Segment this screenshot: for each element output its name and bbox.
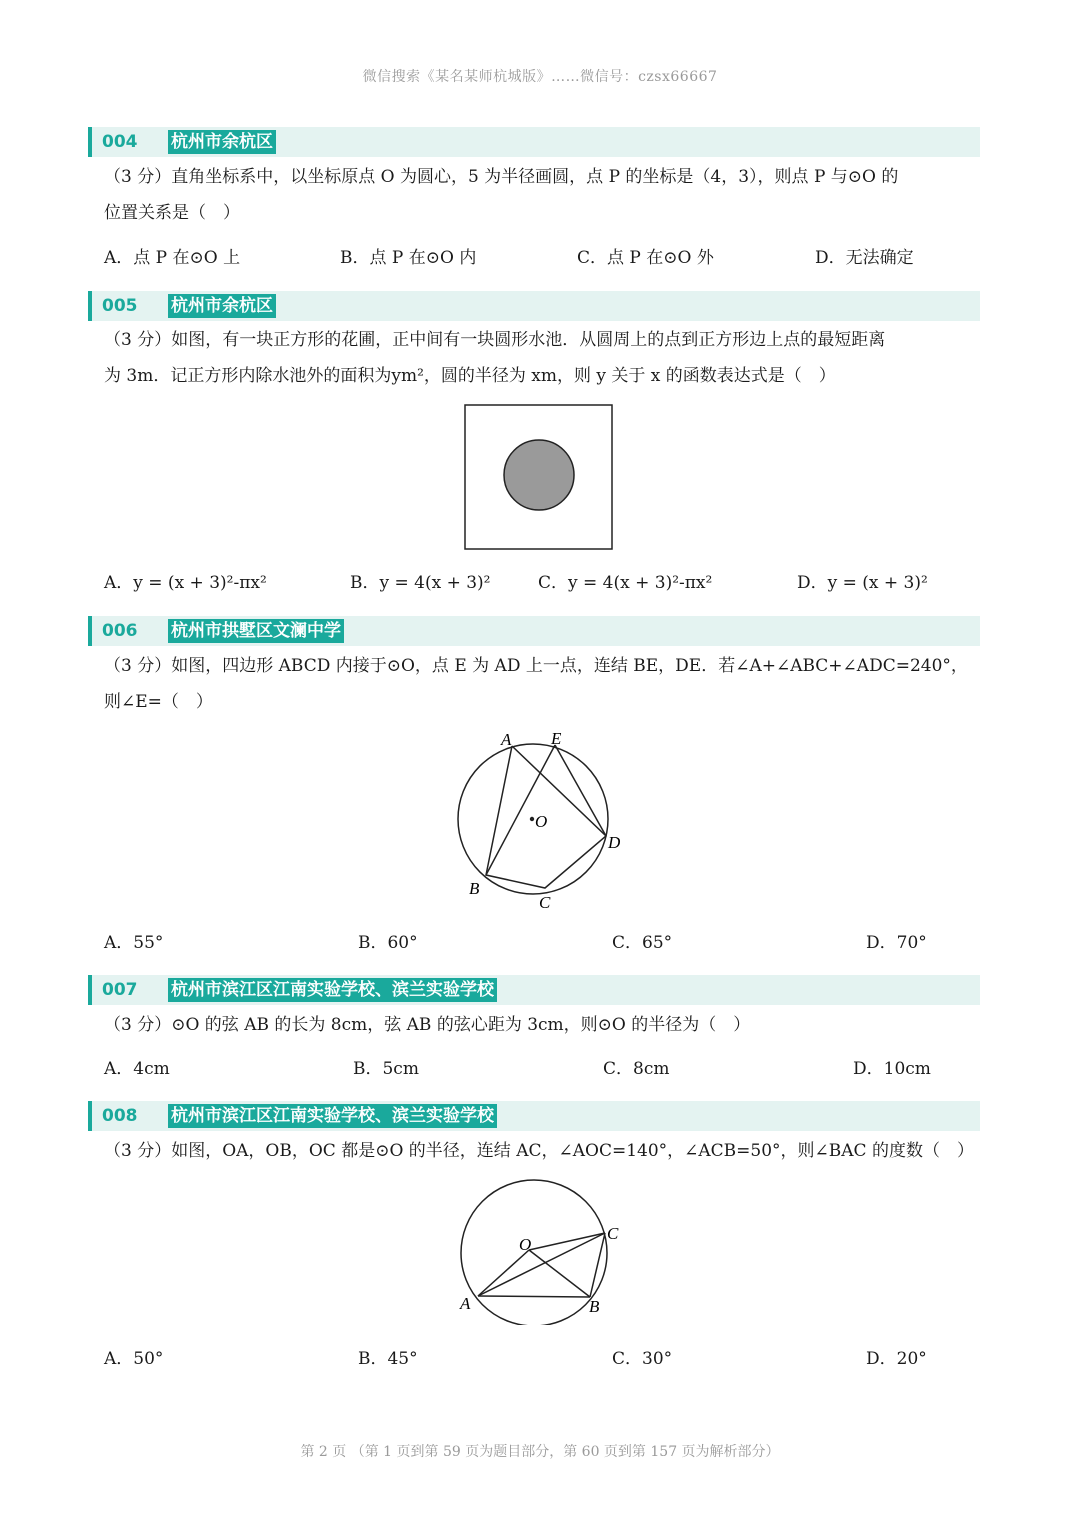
page-footer: 第 2 页 （第 1 页到第 59 页为题目部分，第 60 页到第 157 页为解析部分）	[300, 1444, 780, 1460]
option-a: A．55°	[104, 933, 164, 953]
label-e: E	[551, 729, 562, 748]
option-d: D．70°	[866, 933, 927, 953]
question-source-tag: 杭州市拱墅区文澜中学	[168, 619, 344, 643]
inscribed-quadrilateral-figure	[440, 725, 640, 915]
center-point	[530, 817, 534, 821]
question-text-line: （3 分）如图，四边形 ABCD 内接于⊙O，点 E 为 AD 上一点，连结 BE，DE．若∠A+∠ABC+∠ADC=240°，	[104, 656, 968, 676]
label-a: A	[460, 1294, 471, 1313]
option-b: B．60°	[358, 933, 418, 953]
question-text-line: （3 分）⊙O 的弦 AB 的长为 8cm，弦 AB 的弦心距为 3cm，则⊙O 的半径为（ ）	[104, 1015, 751, 1035]
radius-oa	[478, 1250, 529, 1296]
question-source-tag: 杭州市余杭区	[168, 294, 276, 318]
label-o: O	[535, 812, 548, 831]
circle-radii-figure	[450, 1175, 630, 1325]
label-o: O	[519, 1235, 532, 1254]
segment-de	[555, 745, 606, 836]
option-c: C．30°	[612, 1349, 673, 1369]
label-b: B	[589, 1297, 600, 1316]
option-a: A．y = (x + 3)²-πx²	[104, 573, 267, 593]
square-garden-figure	[463, 403, 615, 553]
option-a: A．点 P 在⊙O 上	[104, 248, 241, 268]
option-c: C．点 P 在⊙O 外	[577, 248, 714, 268]
question-text-line: 位置关系是（ ）	[104, 203, 240, 223]
option-c: C．y = 4(x + 3)²-πx²	[538, 573, 713, 593]
segment-be	[486, 745, 555, 875]
option-d: D．20°	[866, 1349, 927, 1369]
question-text-line: 为 3m．记正方形内除水池外的面积为ym²，圆的半径为 xm，则 y 关于 x 的函数表达式是（ ）	[104, 366, 836, 386]
segment-ab	[478, 1296, 590, 1297]
question-source-tag: 杭州市滨江区江南实验学校、滨兰实验学校	[168, 978, 497, 1002]
radius-ob	[529, 1250, 590, 1297]
question-source-tag: 杭州市余杭区	[168, 130, 276, 154]
option-c: C．8cm	[603, 1059, 670, 1079]
segment-bc	[590, 1233, 605, 1297]
label-d: D	[608, 833, 621, 852]
option-c: C．65°	[612, 933, 673, 953]
question-text-line: （3 分）直角坐标系中，以坐标原点 O 为圆心，5 为半径画圆，点 P 的坐标是（4，3），则点 P 与⊙O 的	[104, 167, 899, 187]
option-b: B．点 P 在⊙O 内	[340, 248, 477, 268]
option-a: A．50°	[104, 1349, 164, 1369]
question-source-tag: 杭州市滨江区江南实验学校、滨兰实验学校	[168, 1104, 497, 1128]
label-c: C	[539, 893, 551, 912]
label-b: B	[469, 879, 480, 898]
circular-pool	[504, 440, 574, 510]
question-text-line: （3 分）如图，有一块正方形的花圃，正中间有一块圆形水池．从圆周上的点到正方形边上点的最短距离	[104, 330, 886, 350]
option-b: B．5cm	[353, 1059, 419, 1079]
question-number: 007	[102, 980, 138, 1000]
question-number: 004	[102, 132, 138, 152]
question-number: 006	[102, 621, 138, 641]
option-b: B．45°	[358, 1349, 418, 1369]
option-d: D．无法确定	[815, 248, 914, 268]
question-text-line: 则∠E=（ ）	[104, 692, 213, 712]
option-a: A．4cm	[104, 1059, 170, 1079]
option-d: D．y = (x + 3)²	[797, 573, 928, 593]
label-a: A	[501, 730, 512, 749]
circle-o	[461, 1180, 607, 1325]
question-number: 008	[102, 1106, 138, 1126]
radius-oc	[529, 1233, 605, 1250]
option-b: B．y = 4(x + 3)²	[350, 573, 491, 593]
option-d: D．10cm	[853, 1059, 931, 1079]
question-number: 005	[102, 296, 138, 316]
watermark: 微信搜索《某名某师杭城版》……微信号：czsx66667	[362, 69, 718, 85]
segment-ac	[478, 1233, 605, 1296]
question-text-line: （3 分）如图，OA，OB，OC 都是⊙O 的半径，连结 AC，∠AOC=140°，∠ACB=50°，则∠BAC 的度数（ ）	[104, 1141, 974, 1161]
label-c: C	[607, 1224, 619, 1243]
